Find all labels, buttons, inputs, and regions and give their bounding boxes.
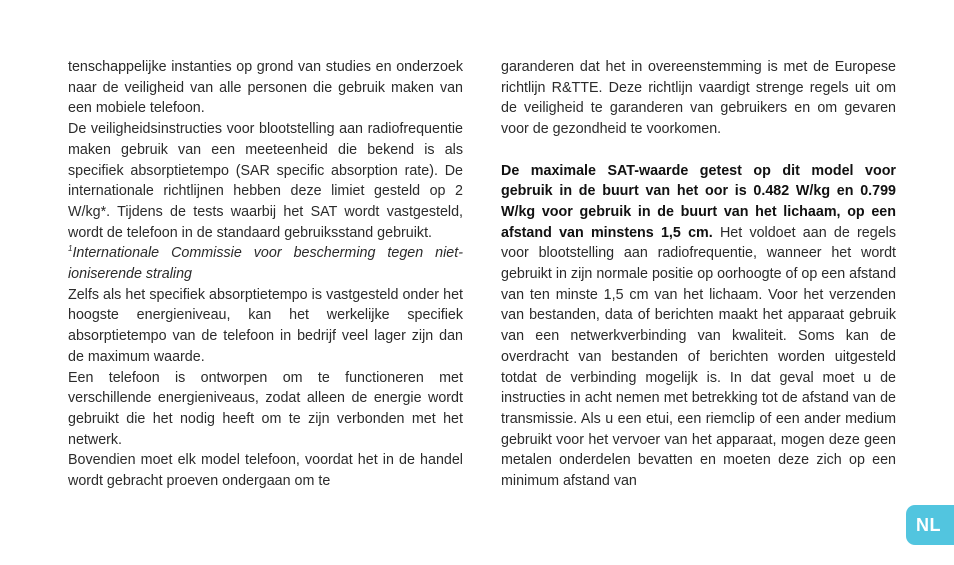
- footnote: [68, 243, 463, 284]
- sat-values-details: Het voldoet aan de regels voor blootstelling aan radiofrequentie, wanneer het wordt gebruikt in zijn normale positie op oorhoogte of op een afstand van ten minste 1,5 cm van het lichaam. Voor het verzenden van bestanden, data of berichten maakt het apparaat gebruik van een netwerkverbinding van kwaliteit. Soms kan de overdracht van bestanden of berichten worden uitgesteld totdat de verbinding mogelijk is. In dat geval moet u de instructies in acht nemen met betrekking tot de afstand van de transmissie. Als u een etui, een riemclip of een ander medium gebruikt voor het vervoer van het apparaat, mogen deze geen metalen onderdelen bevatten en moeten deze zich op een minimum afstand van: [501, 224, 897, 490]
- paragraph-sar-value: Zelfs als het specifiek absorptietempo is vastgesteld onder het hoogste energieniveau, kan het werkelijke specifiek absorptietempo van de telefoon in bedrijf veel lager zijn dan de maximum waarde.: [68, 286, 463, 365]
- right-column: [501, 57, 896, 492]
- paragraph-sat-values: [501, 161, 896, 492]
- paragraph-studies: tenschappelijke instanties op grond van studies en onderzoek naar de veiligheid van alle personen die gebruik maken van een mobiele telefoon.: [68, 59, 463, 117]
- paragraph-energy-levels: Een telefoon is ontworpen om te functioneren met verschillende energieniveaus, zodat alleen de energie wordt gebruikt die het nodig heeft om te zijn verbonden met het netwerk.: [68, 369, 463, 448]
- paragraph-sar-instructions: De veiligheidsinstructies voor blootstelling aan radiofrequentie maken gebruik van een meeteenheid die bekend is als specifiek absorptietempo (SAR specific absorption rate). De internationale richtlijnen hebben deze limiet gesteld op 2 W/kg*. Tijdens de tests waarbij het SAT wordt vastgesteld, wordt de telefoon in de standaard gebruiksstand gebruikt.: [68, 121, 463, 241]
- footnote-text: Internationale Commissie voor bescherming tegen niet-ioniserende straling: [68, 245, 463, 283]
- footnote-marker: 1: [68, 244, 73, 254]
- left-column: [68, 57, 463, 492]
- paragraph-rtte-directive: garanderen dat het in overeenstemming is met de Europese richtlijn R&TTE. Deze richtlijn vaardigt strenge regels uit om de veiligheid te garanderen van gebruikers en om gevaren voor de gezondheid te voorkomen.: [501, 59, 896, 138]
- language-tab: NL: [906, 505, 954, 545]
- paragraph-model-tests: Bovendien moet elk model telefoon, voordat het in de handel wordt gebracht proeven ondergaan om te: [68, 452, 463, 490]
- sat-values-highlight: De maximale SAT-waarde getest op dit model voor gebruik in de buurt van het oor is 0.482 W/kg en 0.799 W/kg voor gebruik in de buurt van het lichaam, op een afstand van minstens 1,5 cm.: [501, 162, 896, 241]
